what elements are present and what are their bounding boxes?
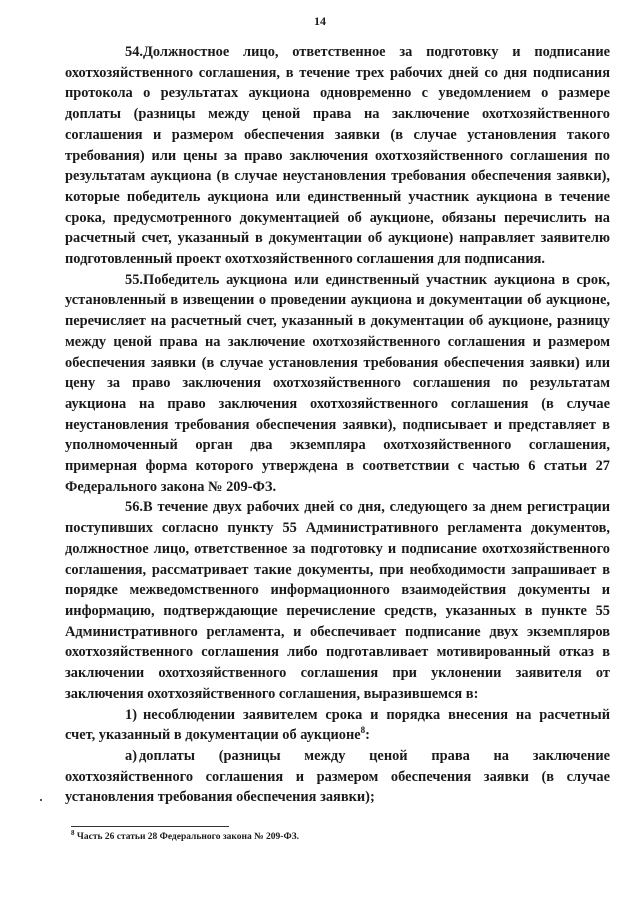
page-number: 14: [314, 14, 326, 28]
paragraph-text: Должностное лицо, ответственное за подготовку и подписание охотхозяйственного соглашения, в течение трех рабочих дней со дня подписания протокола о результатах аукциона одновременно с уведомлением о размере доплаты (разницы между ценой права на заключение охотхозяйственного соглашения и размером обеспечения заявки (в случае установления такого требования) или цены за право заключения охотхозяйственного соглашения по результатам аукциона (в случае неустановления требования обеспечения заявки), которые победитель аукциона или единственный участник аукциона в течение срока, предусмотренного документацией об аукционе, обязаны перечислить на расчетный счет, указанный в документации об аукционе) направляет заявителю подготовленный проект охотхозяйственного соглашения для подписания.: [65, 44, 610, 268]
sub-item-1: [65, 705, 610, 746]
sub-item-a: [65, 746, 610, 808]
footnote-reference: 8: [360, 725, 366, 736]
paragraph-54: [65, 42, 610, 270]
paragraph-55: [65, 270, 610, 498]
sub-item-text-after: :: [365, 727, 370, 744]
footnote-text: Часть 26 статьи 28 Федерального закона № 209-ФЗ.: [76, 832, 299, 842]
sub-item-text: несоблюдении заявителем срока и порядка внесения на расчетный счет, указанный в документации об аукционе: [65, 706, 610, 744]
margin-mark: [40, 799, 42, 801]
footnote: [71, 828, 299, 842]
sub-item-number: 1): [125, 706, 137, 723]
sub-item-text: доплаты (разницы между ценой права на заключение охотхозяйственного соглашения и размером обеспечения заявки (в случае установления требования обеспечения заявки);: [65, 747, 610, 806]
paragraph-text: В течение двух рабочих дней со дня, следующего за днем регистрации поступивших согласно пункту 55 Административного регламента документов, должностное лицо, ответственное за подготовку и подписание охотхозяйственного соглашения, рассматривает такие документы, при необходимости запрашивает в порядке межведомственного информационного взаимодействия документы и информацию, подтверждающие перечисление средств, указанных в пункте 55 Административного регламента, и обеспечивает подписание двух экземпляров охотхозяйственного соглашения либо подготавливает мотивированный отказ в заключении охотхозяйственного соглашения при уклонении заявителя от заключения охотхозяйственного соглашения, выразившемся в:: [65, 499, 610, 702]
sub-item-number: а): [125, 747, 137, 764]
paragraph-number: 55.: [125, 271, 143, 288]
paragraph-number: 56.: [125, 499, 143, 516]
footnote-marker: 8: [71, 828, 75, 837]
document-body: [65, 42, 610, 808]
footnote-divider: [71, 826, 229, 827]
paragraph-56: [65, 497, 610, 704]
paragraph-number: 54.: [125, 44, 143, 60]
paragraph-text: Победитель аукциона или единственный участник аукциона в срок, установленный в извещении о проведении аукциона и документации об аукционе, перечисляет на расчетный счет, указанный в документации об аукционе, разницу между ценой права на заключение охотхозяйственного соглашения и размером обеспечения заявки (в случае установления требования обеспечения заявки) или цену за право заключения охотхозяйственного соглашения по результатам аукциона на право заключения охотхозяйственного соглашения (в случае неустановления требования обеспечения заявки), подписывает и представляет в уполномоченный орган два экземпляра охотхозяйственного соглашения, примерная форма которого утверждена в соответствии с частью 6 статьи 27 Федерального закона № 209-ФЗ.: [65, 271, 610, 495]
